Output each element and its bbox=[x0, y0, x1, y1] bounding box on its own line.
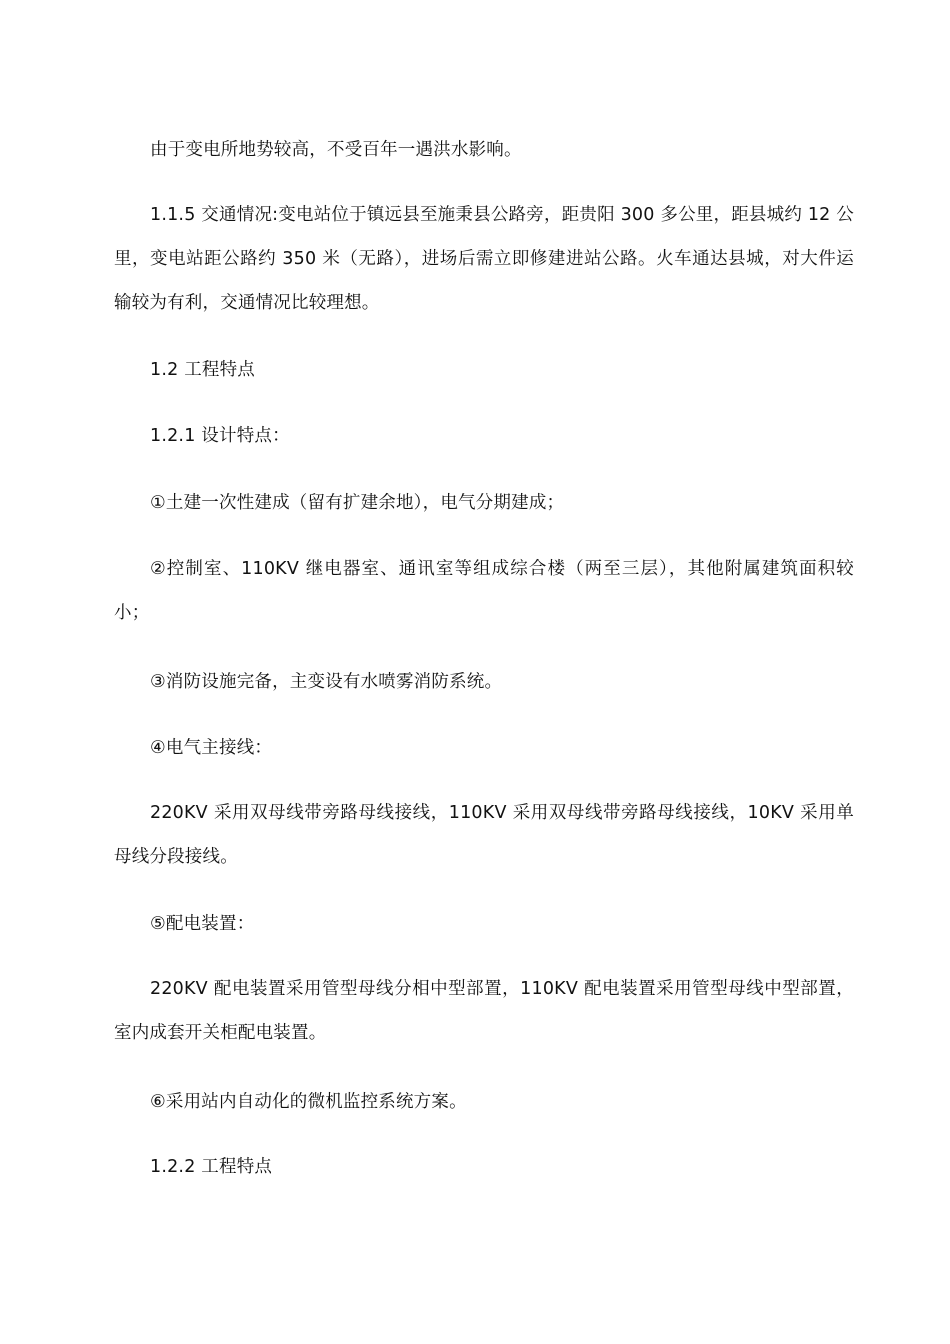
heading-design-features: 1.2.1 设计特点： bbox=[150, 426, 290, 446]
paragraph-wiring-details: 220KV 采用双母线带旁路母线接线，110KV 采用双母线带旁路母线接线，10KV 采用单母线分段接线。 bbox=[114, 803, 854, 867]
list-item-monitoring-system: ⑥采用站内自动化的微机监控系统方案。 bbox=[150, 1092, 467, 1112]
list-item-main-wiring: ④电气主接线： bbox=[150, 738, 273, 758]
list-item-distribution-device: ⑤配电装置： bbox=[150, 914, 255, 934]
list-item-civil-construction: ①土建一次性建成（留有扩建余地），电气分期建成； bbox=[150, 493, 565, 513]
paragraph-flood: 由于变电所地势较高，不受百年一遇洪水影响。 bbox=[150, 140, 522, 160]
heading-project-features: 1.2 工程特点 bbox=[150, 360, 255, 380]
paragraph-distribution-details: 220KV 配电装置采用管型母线分相中型部置，110KV 配电装置采用管型母线中型部置，室内成套开关柜配电装置。 bbox=[114, 979, 854, 1043]
list-item-fire-protection: ③消防设施完备，主变设有水喷雾消防系统。 bbox=[150, 672, 503, 692]
heading-engineering-features: 1.2.2 工程特点 bbox=[150, 1157, 273, 1177]
list-item-control-building: ②控制室、110KV 继电器室、通讯室等组成综合楼（两至三层），其他附属建筑面积较小； bbox=[114, 559, 854, 623]
paragraph-traffic: 1.1.5 交通情况:变电站位于镇远县至施秉县公路旁，距贵阳 300 多公里，距县城约 12 公里，变电站距公路约 350 米（无路），进场后需立即修建进站公路。火车通达县城，对大件运输较为有利，交通情况比较理想。 bbox=[114, 205, 854, 313]
